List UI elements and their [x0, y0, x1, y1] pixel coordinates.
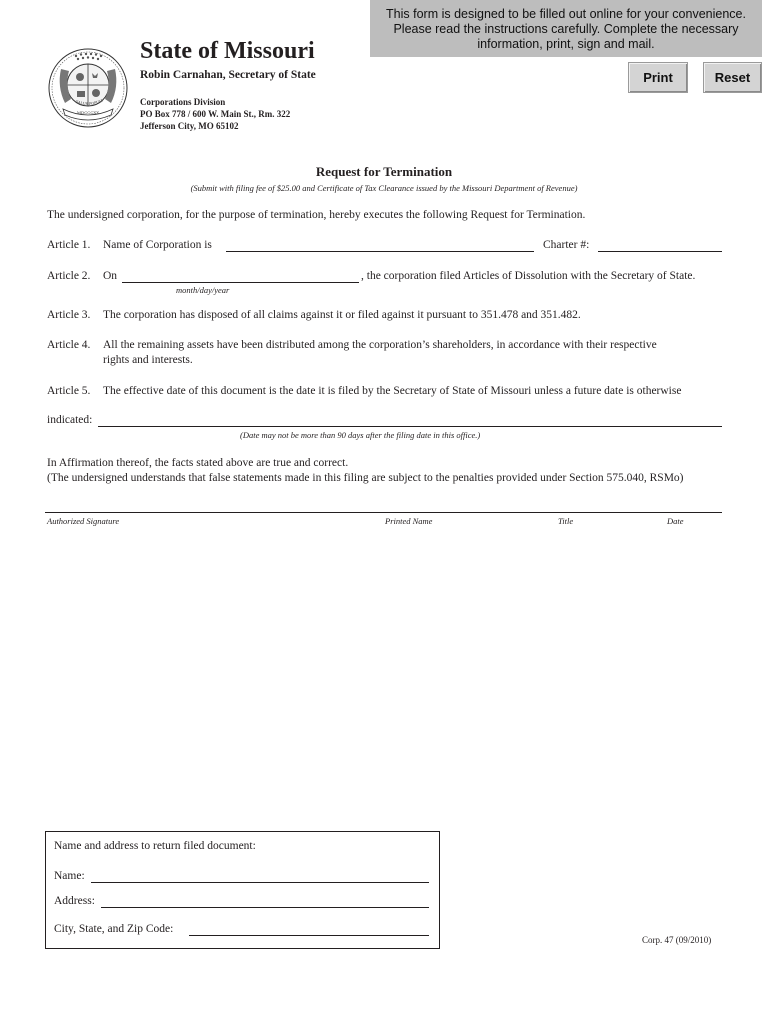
reset-button[interactable]: Reset [703, 62, 762, 93]
return-city-label: City, State, and Zip Code: [54, 923, 174, 935]
printed-name-label: Printed Name [385, 516, 433, 526]
affirmation-line-1: In Affirmation thereof, the facts stated above are true and correct. [47, 457, 349, 469]
address-line-2: Jefferson City, MO 65102 [140, 121, 239, 131]
address-line-1: PO Box 778 / 600 W. Main St., Rm. 322 [140, 109, 291, 119]
return-name-label: Name: [54, 870, 85, 882]
instructions-notice [370, 0, 762, 57]
article-5-label: Article 5. [47, 385, 91, 397]
form-subtitle: (Submit with filing fee of $25.00 and Certificate of Tax Clearance issued by the Missouri Department of Revenue) [190, 183, 578, 193]
article-2-label: Article 2. [47, 270, 91, 282]
seal-motto-text: SALUS POPULI [75, 98, 104, 107]
article-1-text: Name of Corporation is [103, 239, 212, 251]
indicated-label: indicated: [47, 414, 93, 426]
form-title: Request for Termination [315, 164, 453, 179]
return-city-state-zip-field[interactable] [189, 935, 429, 936]
date-label: Date [667, 516, 684, 526]
charter-label: Charter #: [543, 239, 590, 251]
article-3-text: The corporation has disposed of all claims against it or filed against it pursuant to 351.478 and 351.482. [103, 309, 581, 321]
date-format-hint: month/day/year [176, 285, 230, 295]
print-button[interactable]: Print [628, 62, 688, 93]
authorized-signature-label: Authorized Signature [47, 516, 120, 526]
return-box-heading: Name and address to return filed document: [54, 840, 256, 852]
effective-date-field[interactable] [98, 426, 722, 427]
return-name-field[interactable] [91, 882, 429, 883]
article-4-text-line-1: All the remaining assets have been distributed among the corporation’s shareholders, in accordance with their respective [103, 339, 657, 351]
notice-line-2: Please read the instructions carefully. Complete the necessary [393, 22, 739, 36]
intro-text: The undersigned corporation, for the purpose of termination, hereby executes the following Request for Termination. [47, 209, 586, 221]
affirmation-line-2: (The undersigned understands that false statements made in this filing are subject to the penalties provided under Section 575.040, RSMo) [47, 472, 684, 484]
article-4-label: Article 4. [47, 339, 91, 351]
article-2-on: On [103, 270, 118, 282]
article-4-text-line-2: rights and interests. [103, 354, 193, 366]
form-number: Corp. 47 (09/2010) [642, 935, 712, 945]
corporation-name-field[interactable] [226, 251, 534, 252]
missouri-seal-icon [47, 47, 129, 129]
dissolution-date-field[interactable] [122, 282, 359, 283]
return-address-field[interactable] [101, 907, 429, 908]
notice-line-3: information, print, sign and mail. [477, 37, 655, 51]
article-2-text: , the corporation filed Articles of Dissolution with the Secretary of State. [361, 270, 696, 282]
charter-number-field[interactable] [598, 251, 722, 252]
return-address-label: Address: [54, 895, 95, 907]
effective-date-hint: (Date may not be more than 90 days after the filing date in this office.) [240, 430, 481, 440]
secretary-name: Robin Carnahan, Secretary of State [140, 69, 316, 81]
notice-line-1: This form is designed to be filled out online for your convenience. [386, 7, 746, 21]
return-address-box [45, 831, 440, 949]
article-5-text: The effective date of this document is the date it is filed by the Secretary of State of Missouri unless a future date is otherwise [103, 385, 682, 397]
signature-line[interactable] [45, 512, 722, 513]
title-label: Title [558, 516, 574, 526]
seal-scroll-text: MDCCCXX [76, 110, 100, 115]
article-1-label: Article 1. [47, 239, 91, 251]
article-3-label: Article 3. [47, 309, 91, 321]
division-name: Corporations Division [140, 97, 226, 107]
state-title: State of Missouri [140, 38, 315, 64]
